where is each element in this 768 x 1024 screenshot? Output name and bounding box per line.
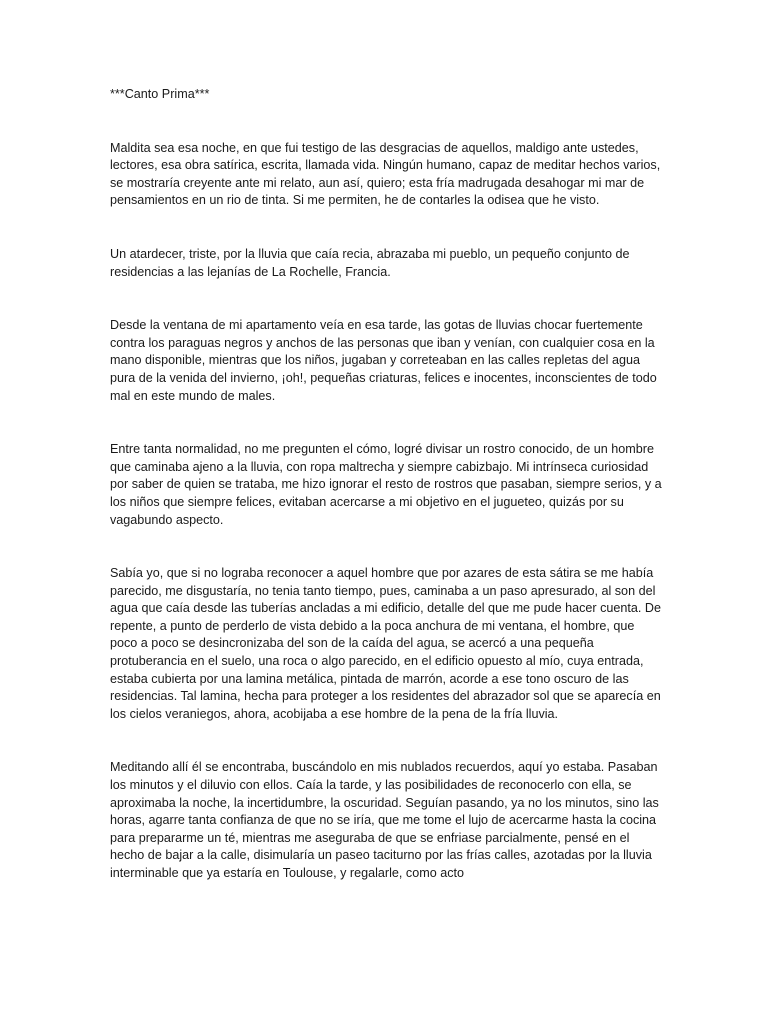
paragraph-5: Sabía yo, que si no lograba reconocer a aquel hombre que por azares de esta sátira se me había parecido, me disgustaría, no tenia tanto tiempo, pues, caminaba a un paso apresurado, al son del agua que caía desde las tuberías ancladas a mi edificio, detalle del que me pude hacer cuenta. De repente, a punto de perderlo de vista debido a la poca anchura de mi ventana, el hombre, que poco a poco se desincronizaba del son de la caída del agua, se acercó a una pequeña protuberancia en el suelo, una roca o algo parecido, en el edificio opuesto al mío, cuya entrada, estaba cubierta por una lamina metálica, pintada de marrón, acorde a ese tono oscuro de las residencias. Tal lamina, hecha para proteger a los residentes del abrazador sol que se aparecía en los cielos veraniegos, ahora, acobijaba a ese hombre de la pena de la fría lluvia. (110, 566, 661, 721)
paragraph-4: Entre tanta normalidad, no me pregunten el cómo, logré divisar un rostro conocido, de un hombre que caminaba ajeno a la lluvia, con ropa maltrecha y siempre cabizbajo. Mi intrínseca curiosidad por saber de quien se trataba, me hizo ignorar el resto de rostros que pasaban, siempre serios, y a los niños que siempre felices, evitaban acercarse a mi objetivo en el jugueteo, quizás por su vagabundo aspecto. (110, 442, 662, 527)
document-page (110, 86, 662, 883)
paragraph-6: Meditando allí él se encontraba, buscándolo en mis nublados recuerdos, aquí yo estaba. Pasaban los minutos y el diluvio con ellos. Caía la tarde, y las posibilidades de reconocerlo con ella, se aproximaba la noche, la incertidumbre, la oscuridad. Seguían pasando, ya no los minutos, sino las horas, agarre tanta confianza de que no se iría, que me tome el lujo de acercarme hasta la cocina para prepararme un té, mientras me aseguraba de que se enfriase parcialmente, pensé en el hecho de bajar a la calle, disimularía un paseo taciturno por las frías calles, azotadas por la lluvia interminable que ya estaría en Toulouse, y regalarle, como acto (110, 760, 659, 880)
paragraph-1: Maldita sea esa noche, en que fui testigo de las desgracias de aquellos, maldigo ante ustedes, lectores, esa obra satírica, escrita, llamada vida. Ningún humano, capaz de meditar hechos varios, se mostraría creyente ante mi relato, aun así, quiero; esta fría madrugada desahogar mi mar de pensamientos en un rio de tinta. Si me permiten, he de contarles la odisea que he visto. (110, 140, 661, 208)
paragraph-2: Un atardecer, triste, por la lluvia que caía recia, abrazaba mi pueblo, un pequeño conjunto de residencias a las lejanías de La Rochelle, Francia. (110, 246, 630, 279)
paragraph-3: Desde la ventana de mi apartamento veía en esa tarde, las gotas de lluvias chocar fuertemente contra los paraguas negros y anchos de las personas que iban y venían, con cualquier cosa en la mano disponible, mientras que los niños, jugaban y correteaban en las calles repletas del agua pura de la venida del invierno, ¡oh!, pequeñas criaturas, felices e inocentes, inconscientes de todo mal en este mundo de males. (110, 318, 657, 403)
document-title: ***Canto Prima*** (110, 87, 210, 101)
